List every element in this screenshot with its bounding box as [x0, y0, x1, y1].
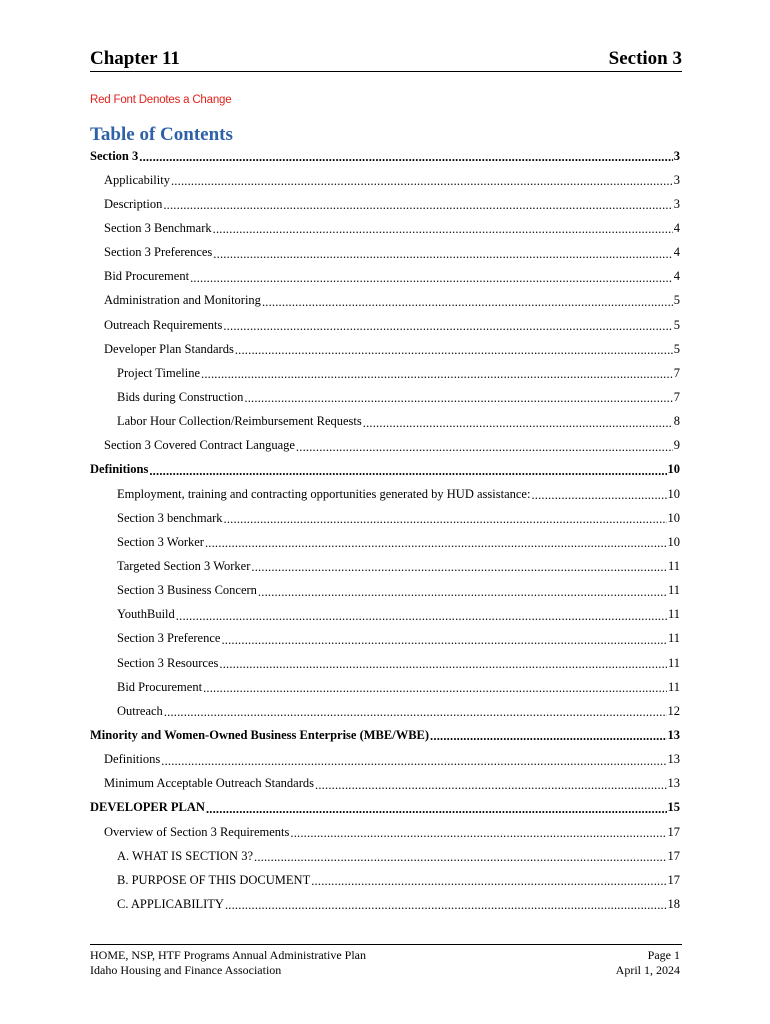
toc-entry[interactable]: [90, 265, 682, 289]
toc-entry-page: 10: [667, 462, 680, 477]
toc-entry-page: 13: [667, 776, 680, 791]
toc-entry-page: 7: [673, 389, 680, 404]
toc-dot-leader: [201, 367, 673, 381]
toc-entry[interactable]: [90, 506, 682, 530]
toc-dot-leader: [149, 464, 666, 478]
toc-entry-title: Outreach: [117, 703, 163, 718]
toc-entry-page: 18: [667, 896, 680, 911]
toc-entry-page: 4: [673, 269, 680, 284]
toc-entry-page: 17: [667, 848, 680, 863]
toc-dot-leader: [205, 536, 667, 550]
toc-entry-title: Developer Plan Standards: [104, 341, 234, 356]
toc-entry-page: 7: [673, 365, 680, 380]
footer-date: April 1, 2024: [615, 963, 680, 977]
toc-entry-page: 5: [673, 293, 680, 308]
toc-dot-leader: [225, 898, 667, 912]
toc-entry-title: DEVELOPER PLAN: [90, 800, 205, 815]
toc-dot-leader: [139, 150, 672, 164]
footer-right: [616, 948, 682, 978]
toc-dot-leader: [254, 850, 667, 864]
toc-entry-title: Minority and Women-Owned Business Enterprise (MBE/WBE): [90, 727, 430, 742]
toc-entry-page: 17: [667, 824, 680, 839]
toc-dot-leader: [315, 778, 666, 792]
toc-dot-leader: [296, 440, 673, 454]
toc-entry-title: Bid Procurement: [117, 679, 203, 694]
toc-entry-title: A. WHAT IS SECTION 3?: [117, 848, 253, 863]
toc-entry-page: 5: [673, 341, 680, 356]
toc-entry[interactable]: [90, 458, 682, 482]
toc-dot-leader: [363, 416, 673, 430]
toc-entry[interactable]: [90, 699, 682, 723]
toc-dot-leader: [311, 874, 666, 888]
chapter-label: Chapter 11: [90, 48, 180, 69]
toc-entry-title: Minimum Acceptable Outreach Standards: [104, 776, 315, 791]
toc-entry-title: Section 3 Covered Contract Language: [104, 438, 295, 453]
toc-entry-page: 3: [673, 148, 680, 163]
toc-dot-leader: [235, 343, 673, 357]
toc-entry[interactable]: [90, 603, 682, 627]
toc-entry[interactable]: [90, 868, 682, 892]
toc-entry-page: 4: [673, 220, 680, 235]
toc-dot-leader: [203, 681, 667, 695]
toc-entry-page: 3: [673, 172, 680, 187]
toc-entry-page: 11: [667, 583, 680, 598]
toc-entry[interactable]: [90, 313, 682, 337]
toc-entry-title: Section 3 Business Concern: [117, 583, 257, 598]
toc-entry-title: Labor Hour Collection/Reimbursement Requests: [117, 414, 362, 429]
footer-page-number: Page 1: [647, 948, 680, 962]
toc-entry[interactable]: [90, 241, 682, 265]
toc-entry-page: 9: [673, 438, 680, 453]
toc-entry-title: Section 3 Preferences: [104, 245, 213, 260]
toc-entry-page: 11: [667, 655, 680, 670]
toc-entry-title: Section 3 benchmark: [117, 510, 223, 525]
toc-entry-title: Section 3: [90, 148, 139, 163]
toc-dot-leader: [430, 729, 666, 743]
toc-dot-leader: [224, 512, 667, 526]
toc-entry-page: 8: [673, 414, 680, 429]
toc-entry[interactable]: [90, 796, 682, 820]
toc-entry-page: 3: [673, 196, 680, 211]
toc-entry[interactable]: [90, 385, 682, 409]
toc-dot-leader: [221, 633, 667, 647]
toc-entry-page: 11: [667, 607, 680, 622]
table-of-contents: [90, 144, 682, 917]
toc-entry-page: 13: [667, 727, 680, 742]
toc-entry-title: Section 3 Benchmark: [104, 220, 212, 235]
toc-dot-leader: [213, 222, 673, 236]
toc-dot-leader: [161, 754, 666, 768]
toc-entry-title: Project Timeline: [117, 365, 200, 380]
toc-entry-page: 10: [667, 486, 680, 501]
toc-entry-page: 13: [667, 752, 680, 767]
toc-entry-page: 10: [667, 510, 680, 525]
toc-dot-leader: [171, 174, 673, 188]
toc-entry-page: 4: [673, 245, 680, 260]
toc-dot-leader: [190, 271, 673, 285]
toc-entry[interactable]: [90, 675, 682, 699]
toc-entry-title: Applicability: [104, 172, 170, 187]
toc-dot-leader: [223, 319, 672, 333]
toc-entry-page: 10: [667, 534, 680, 549]
toc-entry[interactable]: [90, 748, 682, 772]
section-label: Section 3: [608, 48, 682, 69]
toc-dot-leader: [251, 560, 667, 574]
toc-dot-leader: [262, 295, 673, 309]
toc-dot-leader: [163, 198, 672, 212]
toc-entry-title: Definitions: [104, 752, 161, 767]
toc-entry-title: Section 3 Worker: [117, 534, 204, 549]
toc-entry-title: Targeted Section 3 Worker: [117, 558, 251, 573]
toc-entry-title: Section 3 Resources: [117, 655, 219, 670]
toc-entry-title: Bids during Construction: [117, 389, 244, 404]
toc-dot-leader: [176, 609, 667, 623]
toc-entry-title: Definitions: [90, 462, 149, 477]
toc-entry-page: 11: [667, 631, 680, 646]
footer-organization: Idaho Housing and Finance Association: [90, 963, 282, 977]
toc-entry[interactable]: [90, 289, 682, 313]
toc-dot-leader: [213, 247, 672, 261]
toc-entry[interactable]: [90, 579, 682, 603]
toc-entry[interactable]: [90, 192, 682, 216]
toc-entry-title: Section 3 Preference: [117, 631, 221, 646]
toc-entry[interactable]: [90, 820, 682, 844]
red-font-note: Red Font Denotes a Change: [90, 94, 232, 106]
toc-entry[interactable]: [90, 337, 682, 361]
toc-entry[interactable]: [90, 772, 682, 796]
toc-entry[interactable]: [90, 434, 682, 458]
toc-entry-page: 17: [667, 872, 680, 887]
toc-entry-title: Bid Procurement: [104, 269, 190, 284]
toc-entry-title: B. PURPOSE OF THIS DOCUMENT: [117, 872, 311, 887]
footer-plan-title: HOME, NSP, HTF Programs Annual Administrative Plan: [90, 948, 367, 962]
toc-dot-leader: [164, 705, 667, 719]
toc-entry-page: 12: [667, 703, 680, 718]
toc-entry-title: YouthBuild: [117, 607, 175, 622]
toc-entry-page: 11: [667, 679, 680, 694]
toc-entry-title: Outreach Requirements: [104, 317, 223, 332]
toc-dot-leader: [219, 657, 667, 671]
toc-entry[interactable]: [90, 410, 682, 434]
toc-entry-page: 15: [667, 800, 680, 815]
toc-entry[interactable]: [90, 651, 682, 675]
toc-dot-leader: [531, 488, 666, 502]
toc-entry[interactable]: [90, 844, 682, 868]
toc-entry-title: Description: [104, 196, 163, 211]
footer-left: [90, 948, 366, 978]
toc-entry[interactable]: [90, 554, 682, 578]
toc-entry-title: Administration and Monitoring: [104, 293, 261, 308]
toc-entry[interactable]: [90, 144, 682, 168]
page-header: [90, 48, 682, 72]
toc-entry-title: C. APPLICABILITY: [117, 896, 224, 911]
toc-entry[interactable]: [90, 361, 682, 385]
toc-dot-leader: [244, 391, 672, 405]
toc-entry-title: Employment, training and contracting opportunities generated by HUD assistance:: [117, 486, 531, 501]
toc-entry[interactable]: [90, 168, 682, 192]
toc-dot-leader: [258, 585, 667, 599]
toc-entry-page: 5: [673, 317, 680, 332]
toc-entry[interactable]: [90, 216, 682, 240]
page-footer: [90, 944, 682, 978]
toc-entry[interactable]: [90, 892, 682, 916]
toc-entry[interactable]: [90, 627, 682, 651]
toc-entry[interactable]: [90, 723, 682, 747]
toc-dot-leader: [206, 802, 667, 816]
toc-heading: Table of Contents: [90, 124, 233, 145]
toc-entry[interactable]: [90, 482, 682, 506]
toc-entry[interactable]: [90, 530, 682, 554]
toc-dot-leader: [290, 826, 666, 840]
toc-entry-page: 11: [667, 558, 680, 573]
toc-entry-title: Overview of Section 3 Requirements: [104, 824, 290, 839]
